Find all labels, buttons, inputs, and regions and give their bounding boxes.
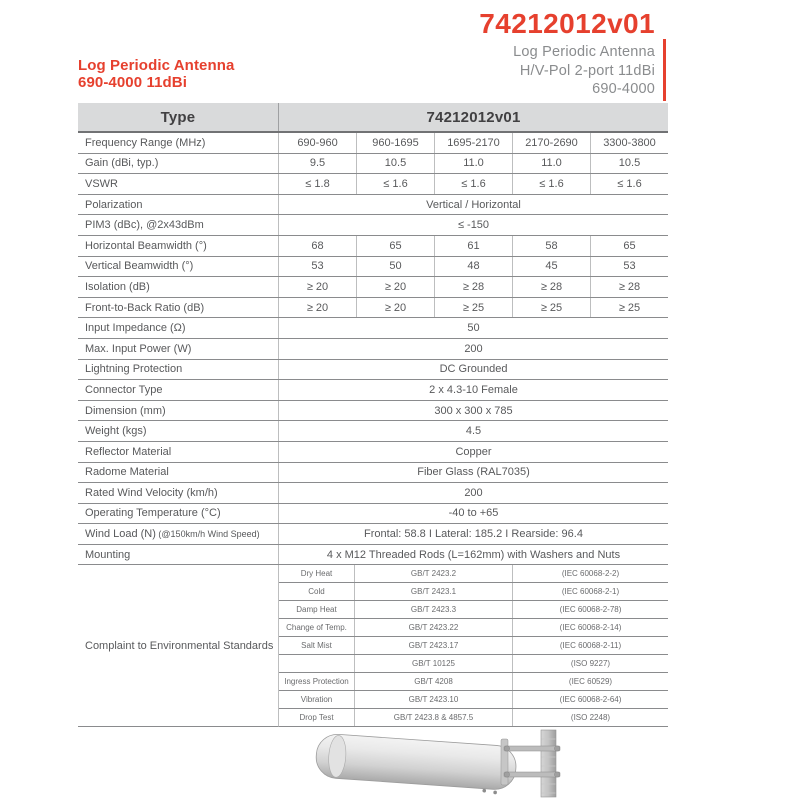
spec-value-cell: ≥ 25 bbox=[435, 298, 513, 318]
spec-value-cell: 61 bbox=[435, 236, 513, 256]
spec-row-label: Isolation (dB) bbox=[78, 277, 279, 297]
spec-value-cell: 2170-2690 bbox=[513, 133, 591, 153]
antenna-on-pole-icon bbox=[298, 727, 563, 800]
environmental-standards-block bbox=[78, 565, 668, 727]
env-test-name: Cold bbox=[279, 583, 355, 600]
product-title-line1: Log Periodic Antenna bbox=[78, 57, 235, 74]
env-gb-standard: GB/T 2423.17 bbox=[355, 637, 513, 654]
spec-value-cell: -40 to +65 bbox=[448, 507, 499, 520]
env-row bbox=[279, 655, 668, 673]
spec-value-cell: 11.0 bbox=[513, 154, 591, 174]
spec-row-label: Weight (kgs) bbox=[78, 421, 279, 441]
env-iec-standard: (ISO 2248) bbox=[570, 713, 611, 723]
spec-row bbox=[78, 215, 668, 236]
spec-value-cell: 65 bbox=[357, 236, 435, 256]
env-iec-standard: (IEC 60068-2-14) bbox=[559, 623, 622, 633]
spec-row bbox=[78, 360, 668, 381]
env-row bbox=[279, 565, 668, 583]
env-row bbox=[279, 583, 668, 601]
spec-value-cell: 4 x M12 Threaded Rods (L=162mm) with Washers and Nuts bbox=[326, 548, 621, 561]
spec-row-label: Wind Load (N) (@150km/h Wind Speed) bbox=[78, 524, 279, 544]
spec-value-cell: ≥ 20 bbox=[357, 298, 435, 318]
spec-value-cell: ≤ 1.6 bbox=[513, 174, 591, 194]
env-row bbox=[279, 601, 668, 619]
spec-value-cell: Vertical / Horizontal bbox=[426, 198, 521, 211]
spec-row bbox=[78, 236, 668, 257]
spec-value-cell: 11.0 bbox=[435, 154, 513, 174]
env-test-name: Dry Heat bbox=[279, 565, 355, 582]
env-row bbox=[279, 691, 668, 709]
spec-value-cell: ≤ 1.6 bbox=[435, 174, 513, 194]
spec-row-label: Lightning Protection bbox=[78, 360, 279, 380]
env-gb-standard: GB/T 10125 bbox=[355, 655, 513, 672]
spec-row-label: Polarization bbox=[78, 195, 279, 215]
spec-value-cell: 48 bbox=[435, 257, 513, 277]
spec-value-cell: 53 bbox=[279, 257, 357, 277]
env-gb-standard: GB/T 2423.1 bbox=[355, 583, 513, 600]
model-column-header: 74212012v01 bbox=[426, 108, 521, 126]
env-iec-standard: (IEC 60068-2-2) bbox=[561, 569, 620, 579]
spec-value-cell: 9.5 bbox=[279, 154, 357, 174]
spec-value-cell: 10.5 bbox=[357, 154, 435, 174]
spec-value-cell: 68 bbox=[279, 236, 357, 256]
spec-row-label: Vertical Beamwidth (°) bbox=[78, 257, 279, 277]
env-iec-standard: (ISO 9227) bbox=[570, 659, 611, 669]
model-subtitle-line1: Log Periodic Antenna bbox=[513, 44, 655, 60]
env-iec-standard: (IEC 60068-2-11) bbox=[559, 641, 622, 651]
env-iec-standard: (IEC 60529) bbox=[568, 677, 613, 687]
spec-row-label: Max. Input Power (W) bbox=[78, 339, 279, 359]
env-row bbox=[279, 709, 668, 727]
spec-value-cell: ≥ 28 bbox=[513, 277, 591, 297]
accent-divider-rule bbox=[663, 39, 666, 101]
model-subtitle-line3: 690-4000 bbox=[592, 81, 655, 97]
spec-row bbox=[78, 318, 668, 339]
spec-row-label: Connector Type bbox=[78, 380, 279, 400]
spec-value-cell: 50 bbox=[467, 322, 480, 335]
model-subtitle bbox=[479, 43, 655, 99]
spec-row-label: PIM3 (dBc), @2x43dBm bbox=[78, 215, 279, 235]
spec-row bbox=[78, 545, 668, 566]
spec-row bbox=[78, 174, 668, 195]
product-title-line2: 690-4000 11dBi bbox=[78, 74, 187, 91]
spec-value-cell: 45 bbox=[513, 257, 591, 277]
spec-row-label: Reflector Material bbox=[78, 442, 279, 462]
spec-value-cell: ≤ 1.8 bbox=[279, 174, 357, 194]
env-test-name bbox=[279, 655, 355, 672]
env-gb-standard: GB/T 2423.8 & 4857.5 bbox=[355, 709, 513, 726]
spec-value-cell: ≤ -150 bbox=[457, 219, 490, 232]
antenna-radome bbox=[314, 733, 517, 796]
spec-table-header bbox=[78, 103, 668, 133]
spec-value-cell: 53 bbox=[623, 260, 636, 273]
spec-value-cell: 200 bbox=[464, 342, 483, 355]
spec-row-label: Operating Temperature (°C) bbox=[78, 504, 279, 524]
spec-value-cell: Copper bbox=[455, 445, 492, 458]
spec-value-cell: ≥ 25 bbox=[513, 298, 591, 318]
spec-row bbox=[78, 380, 668, 401]
spec-row bbox=[78, 463, 668, 484]
spec-row-label: Gain (dBi, typ.) bbox=[78, 154, 279, 174]
model-subtitle-line2: H/V-Pol 2-port 11dBi bbox=[519, 62, 655, 79]
spec-rows bbox=[78, 133, 668, 565]
spec-value-cell: 50 bbox=[357, 257, 435, 277]
spec-row bbox=[78, 401, 668, 422]
spec-value-cell: 65 bbox=[623, 239, 636, 252]
product-title-left bbox=[78, 57, 234, 91]
env-test-name: Damp Heat bbox=[279, 601, 355, 618]
spec-value-cell: Frontal: 58.8 I Lateral: 185.2 I Rearside: 96.4 bbox=[364, 528, 583, 541]
spec-row-label-note: (@150km/h Wind Speed) bbox=[155, 529, 260, 540]
mounting-pole bbox=[541, 730, 556, 797]
spec-row bbox=[78, 277, 668, 298]
spec-value-cell: ≤ 1.6 bbox=[617, 177, 642, 190]
spec-row bbox=[78, 421, 668, 442]
spec-value-cell: 3300-3800 bbox=[603, 136, 656, 149]
spec-value-cell: DC Grounded bbox=[439, 363, 508, 376]
env-iec-standard: (IEC 60068-2-78) bbox=[559, 605, 622, 615]
spec-value-cell: 10.5 bbox=[618, 157, 641, 170]
spec-row-label: Mounting bbox=[78, 545, 279, 565]
spec-row bbox=[78, 298, 668, 319]
spec-value-cell: ≤ 1.6 bbox=[357, 174, 435, 194]
type-column-header: Type bbox=[78, 103, 279, 131]
env-gb-standard: GB/T 2423.3 bbox=[355, 601, 513, 618]
env-test-name: Change of Temp. bbox=[279, 619, 355, 636]
spec-value-cell: Fiber Glass (RAL7035) bbox=[417, 466, 530, 479]
spec-value-cell: ≥ 25 bbox=[618, 301, 641, 314]
spec-row-label: Frequency Range (MHz) bbox=[78, 133, 279, 153]
spec-row-label: VSWR bbox=[78, 174, 279, 194]
spec-row bbox=[78, 504, 668, 525]
spec-value-cell: ≥ 20 bbox=[279, 277, 357, 297]
spec-row bbox=[78, 257, 668, 278]
spec-row bbox=[78, 442, 668, 463]
spec-row-label: Dimension (mm) bbox=[78, 401, 279, 421]
spec-value-cell: 58 bbox=[513, 236, 591, 256]
spec-value-cell: ≥ 20 bbox=[279, 298, 357, 318]
spec-row bbox=[78, 339, 668, 360]
spec-row-label: Horizontal Beamwidth (°) bbox=[78, 236, 279, 256]
env-test-name: Salt Mist bbox=[279, 637, 355, 654]
env-gb-standard: GB/T 2423.22 bbox=[355, 619, 513, 636]
spec-value-cell: 4.5 bbox=[465, 425, 482, 438]
spec-table bbox=[78, 103, 668, 727]
env-test-name: Drop Test bbox=[279, 709, 355, 726]
spec-value-cell: 2 x 4.3-10 Female bbox=[429, 383, 518, 396]
spec-value-cell: ≥ 20 bbox=[357, 277, 435, 297]
spec-row-label: Input Impedance (Ω) bbox=[78, 318, 279, 338]
env-gb-standard: GB/T 2423.10 bbox=[355, 691, 513, 708]
spec-row bbox=[78, 483, 668, 504]
spec-value-cell: 300 x 300 x 785 bbox=[434, 404, 513, 417]
env-test-name: Ingress Protection bbox=[279, 673, 355, 690]
env-iec-standard: (IEC 60068-2-1) bbox=[561, 587, 620, 597]
env-test-name: Vibration bbox=[279, 691, 355, 708]
antenna-figure bbox=[298, 727, 563, 800]
spec-row-label: Radome Material bbox=[78, 463, 279, 483]
env-gb-standard: GB/T 2423.2 bbox=[355, 565, 513, 582]
env-iec-standard: (IEC 60068-2-64) bbox=[559, 695, 622, 705]
spec-value-cell: 200 bbox=[464, 486, 483, 499]
spec-row bbox=[78, 195, 668, 216]
env-row bbox=[279, 637, 668, 655]
spec-value-cell: 960-1695 bbox=[357, 133, 435, 153]
spec-value-cell: 690-960 bbox=[279, 133, 357, 153]
spec-row bbox=[78, 133, 668, 154]
spec-row-label: Front-to-Back Ratio (dB) bbox=[78, 298, 279, 318]
env-row bbox=[279, 619, 668, 637]
env-row bbox=[279, 673, 668, 691]
spec-row bbox=[78, 154, 668, 175]
model-header bbox=[479, 8, 655, 99]
spec-row-label: Rated Wind Velocity (km/h) bbox=[78, 483, 279, 503]
spec-row bbox=[78, 524, 668, 545]
model-number: 74212012v01 bbox=[479, 8, 655, 39]
environmental-standards-label: Complaint to Environmental Standards bbox=[78, 565, 279, 727]
environmental-standards-table bbox=[279, 565, 668, 727]
spec-value-cell: ≥ 28 bbox=[435, 277, 513, 297]
env-gb-standard: GB/T 4208 bbox=[355, 673, 513, 690]
spec-value-cell: 1695-2170 bbox=[435, 133, 513, 153]
spec-value-cell: ≥ 28 bbox=[618, 280, 641, 293]
